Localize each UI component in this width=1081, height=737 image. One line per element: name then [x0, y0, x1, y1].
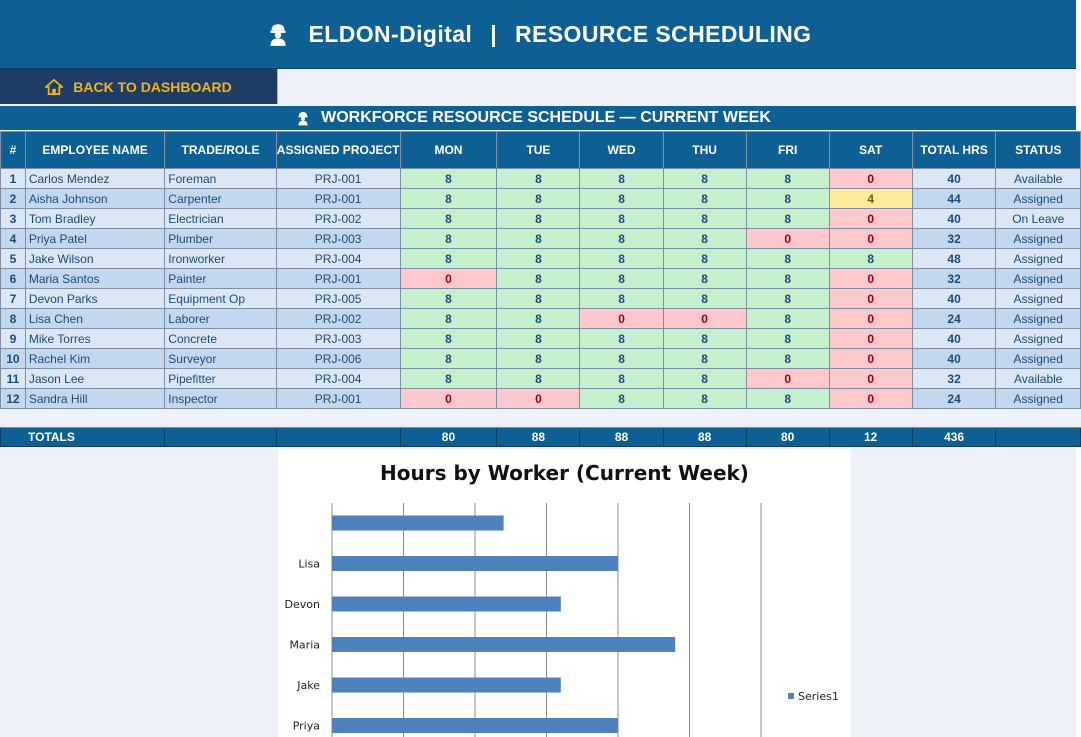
chart-bar — [332, 637, 675, 652]
trade-role[interactable]: Inspector — [165, 389, 277, 409]
day-hours[interactable]: 8 — [746, 169, 829, 189]
table-cell[interactable] — [996, 428, 1081, 447]
day-hours[interactable]: 8 — [497, 169, 580, 189]
chart-bar — [332, 718, 618, 733]
day-hours[interactable]: 8 — [663, 289, 746, 309]
total-hours[interactable]: 32 — [912, 229, 996, 249]
column-header[interactable]: ASSIGNED PROJECT — [276, 132, 400, 169]
day-hours[interactable]: 8 — [746, 309, 829, 329]
employee-name[interactable]: Aisha Johnson — [25, 189, 164, 209]
day-hours[interactable]: 8 — [400, 309, 497, 329]
employee-name[interactable]: Maria Santos — [25, 269, 164, 289]
day-hours[interactable]: 8 — [746, 209, 829, 229]
day-hours[interactable]: 8 — [663, 189, 746, 209]
blank-cell[interactable] — [1, 409, 1081, 428]
employee-name[interactable]: Devon Parks — [25, 289, 164, 309]
day-hours[interactable]: 8 — [497, 349, 580, 369]
column-header[interactable]: SAT — [829, 132, 912, 169]
column-header[interactable]: TOTAL HRS — [912, 132, 996, 169]
day-hours[interactable]: 8 — [580, 249, 663, 269]
legend-label: Series1 — [798, 690, 839, 703]
trade-role[interactable]: Concrete — [165, 329, 277, 349]
row-number[interactable]: 12 — [1, 389, 26, 409]
column-header[interactable]: MON — [400, 132, 497, 169]
assigned-project[interactable]: PRJ-002 — [276, 309, 400, 329]
column-header[interactable]: THU — [663, 132, 746, 169]
day-hours[interactable]: 8 — [497, 209, 580, 229]
trade-role[interactable]: Ironworker — [165, 249, 277, 269]
row-number[interactable]: 9 — [1, 329, 26, 349]
day-hours[interactable]: 8 — [580, 389, 663, 409]
category-label: Priya — [292, 719, 320, 733]
day-hours[interactable]: 0 — [829, 269, 912, 289]
trade-role[interactable]: Electrician — [165, 209, 277, 229]
trade-role[interactable]: Pipefitter — [165, 369, 277, 389]
category-label: Lisa — [298, 557, 320, 571]
trade-role[interactable]: Foreman — [165, 169, 277, 189]
status-cell[interactable]: Assigned — [996, 269, 1081, 289]
day-hours[interactable]: 0 — [829, 169, 912, 189]
day-hours[interactable]: 0 — [663, 309, 746, 329]
chart-bar — [332, 556, 618, 571]
row-number[interactable]: 10 — [1, 349, 26, 369]
table-row — [1, 349, 1081, 369]
day-hours[interactable]: 8 — [580, 189, 663, 209]
row-number[interactable]: 5 — [1, 249, 26, 269]
day-hours[interactable]: 8 — [663, 369, 746, 389]
day-hours[interactable]: 8 — [400, 289, 497, 309]
totals-tue[interactable]: 88 — [497, 428, 580, 447]
table-row — [1, 249, 1081, 269]
column-header[interactable]: EMPLOYEE NAME — [25, 132, 164, 169]
day-hours[interactable]: 8 — [400, 169, 497, 189]
day-hours[interactable]: 0 — [400, 269, 497, 289]
day-hours[interactable]: 0 — [829, 209, 912, 229]
assigned-project[interactable]: PRJ-002 — [276, 209, 400, 229]
assigned-project[interactable]: PRJ-003 — [276, 229, 400, 249]
totals-hours[interactable]: 436 — [912, 428, 996, 447]
row-number[interactable]: 8 — [1, 309, 26, 329]
day-hours[interactable]: 8 — [497, 289, 580, 309]
status-cell[interactable]: Assigned — [996, 289, 1081, 309]
section-title: WORKFORCE RESOURCE SCHEDULE — CURRENT WEEK — [321, 109, 771, 126]
day-hours[interactable]: 8 — [400, 189, 497, 209]
day-hours[interactable]: 8 — [580, 289, 663, 309]
home-icon — [45, 79, 63, 95]
day-hours[interactable]: 8 — [746, 329, 829, 349]
day-hours[interactable]: 0 — [746, 229, 829, 249]
day-hours[interactable]: 8 — [497, 369, 580, 389]
day-hours[interactable]: 8 — [746, 249, 829, 269]
total-hours[interactable]: 24 — [912, 309, 996, 329]
employee-name[interactable]: Rachel Kim — [25, 349, 164, 369]
employee-name[interactable]: Tom Bradley — [25, 209, 164, 229]
table-row — [1, 169, 1081, 189]
status-cell[interactable]: Assigned — [996, 389, 1081, 409]
assigned-project[interactable]: PRJ-001 — [276, 169, 400, 189]
chart-plot — [278, 449, 851, 737]
employee-name[interactable]: Lisa Chen — [25, 309, 164, 329]
back-button-label: BACK TO DASHBOARD — [73, 78, 232, 95]
assigned-project[interactable]: PRJ-003 — [276, 329, 400, 349]
trade-role[interactable]: Painter — [165, 269, 277, 289]
day-hours[interactable]: 0 — [829, 289, 912, 309]
totals-wed[interactable]: 88 — [580, 428, 663, 447]
day-hours[interactable]: 4 — [829, 189, 912, 209]
assigned-project[interactable]: PRJ-005 — [276, 289, 400, 309]
table-row — [1, 229, 1081, 249]
title-separator: | — [490, 20, 498, 47]
assigned-project[interactable]: PRJ-004 — [276, 249, 400, 269]
day-hours[interactable]: 8 — [580, 229, 663, 249]
trade-role[interactable]: Carpenter — [165, 189, 277, 209]
total-hours[interactable]: 40 — [912, 209, 996, 229]
table-header-row — [1, 132, 1081, 169]
day-hours[interactable]: 8 — [580, 269, 663, 289]
day-hours[interactable]: 8 — [663, 229, 746, 249]
day-hours[interactable]: 0 — [497, 389, 580, 409]
totals-mon[interactable]: 80 — [400, 428, 497, 447]
day-hours[interactable]: 8 — [497, 329, 580, 349]
day-hours[interactable]: 0 — [829, 389, 912, 409]
table-cell[interactable] — [276, 428, 400, 447]
trade-role[interactable]: Plumber — [165, 229, 277, 249]
day-hours[interactable]: 8 — [400, 349, 497, 369]
employee-name[interactable]: Jake Wilson — [25, 249, 164, 269]
table-row — [1, 209, 1081, 229]
total-hours[interactable]: 32 — [912, 269, 996, 289]
status-cell[interactable]: Available — [996, 369, 1081, 389]
day-hours[interactable]: 0 — [746, 369, 829, 389]
status-cell[interactable]: Assigned — [996, 309, 1081, 329]
column-header[interactable]: WED — [580, 132, 663, 169]
day-hours[interactable]: 8 — [497, 269, 580, 289]
section-header — [0, 106, 1076, 130]
row-number[interactable]: 2 — [1, 189, 26, 209]
row-number[interactable]: 11 — [1, 369, 26, 389]
status-cell[interactable]: Assigned — [996, 329, 1081, 349]
chart-title: Hours by Worker (Current Week) — [380, 461, 749, 485]
total-hours[interactable]: 24 — [912, 389, 996, 409]
employee-name[interactable]: Mike Torres — [25, 329, 164, 349]
table-row — [1, 189, 1081, 209]
table-row — [1, 289, 1081, 309]
totals-sat[interactable]: 12 — [829, 428, 912, 447]
blank-row — [1, 409, 1081, 428]
category-label: Devon — [284, 598, 320, 611]
day-hours[interactable]: 8 — [746, 269, 829, 289]
schedule-table — [0, 131, 1081, 447]
totals-thu[interactable]: 88 — [663, 428, 746, 447]
total-hours[interactable]: 40 — [912, 349, 996, 369]
day-hours[interactable]: 0 — [829, 229, 912, 249]
column-header[interactable]: TRADE/ROLE — [165, 132, 277, 169]
table-row — [1, 369, 1081, 389]
day-hours[interactable]: 8 — [400, 229, 497, 249]
day-hours[interactable]: 0 — [829, 309, 912, 329]
day-hours[interactable]: 8 — [580, 329, 663, 349]
day-hours[interactable]: 8 — [497, 309, 580, 329]
table-row — [1, 329, 1081, 349]
day-hours[interactable]: 8 — [580, 169, 663, 189]
day-hours[interactable]: 8 — [663, 389, 746, 409]
chart-bar — [332, 516, 504, 531]
row-number[interactable]: 3 — [1, 209, 26, 229]
category-label: Jake — [297, 679, 320, 692]
back-to-dashboard-button[interactable] — [0, 69, 278, 104]
assigned-project[interactable]: PRJ-001 — [276, 389, 400, 409]
column-header[interactable]: TUE — [497, 132, 580, 169]
assigned-project[interactable]: PRJ-004 — [276, 369, 400, 389]
day-hours[interactable]: 8 — [829, 249, 912, 269]
status-cell[interactable]: Assigned — [996, 229, 1081, 249]
day-hours[interactable]: 8 — [746, 289, 829, 309]
trade-role[interactable]: Laborer — [165, 309, 277, 329]
table-row — [1, 269, 1081, 289]
total-hours[interactable]: 32 — [912, 369, 996, 389]
assigned-project[interactable]: PRJ-001 — [276, 269, 400, 289]
total-hours[interactable]: 44 — [912, 189, 996, 209]
row-number[interactable]: 1 — [1, 169, 26, 189]
worker-icon — [295, 110, 311, 126]
employee-name[interactable]: Sandra Hill — [25, 389, 164, 409]
total-hours[interactable]: 40 — [912, 169, 996, 189]
day-hours[interactable]: 0 — [829, 369, 912, 389]
total-hours[interactable]: 40 — [912, 289, 996, 309]
assigned-project[interactable]: PRJ-006 — [276, 349, 400, 369]
status-cell[interactable]: Assigned — [996, 249, 1081, 269]
chart-bar — [332, 597, 561, 612]
column-header[interactable]: # — [1, 132, 26, 169]
day-hours[interactable]: 8 — [663, 169, 746, 189]
day-hours[interactable]: 0 — [400, 389, 497, 409]
day-hours[interactable]: 0 — [580, 309, 663, 329]
day-hours[interactable]: 8 — [746, 349, 829, 369]
day-hours[interactable]: 8 — [663, 209, 746, 229]
day-hours[interactable]: 8 — [663, 329, 746, 349]
column-header[interactable]: STATUS — [996, 132, 1081, 169]
employee-name[interactable]: Priya Patel — [25, 229, 164, 249]
day-hours[interactable]: 0 — [829, 349, 912, 369]
employee-name[interactable]: Jason Lee — [25, 369, 164, 389]
trade-role[interactable]: Surveyor — [165, 349, 277, 369]
day-hours[interactable]: 8 — [746, 389, 829, 409]
day-hours[interactable]: 8 — [497, 249, 580, 269]
day-hours[interactable]: 8 — [746, 189, 829, 209]
row-number[interactable]: 4 — [1, 229, 26, 249]
category-label: Maria — [289, 638, 320, 652]
totals-row — [1, 428, 1081, 447]
page-title: RESOURCE SCHEDULING — [515, 20, 812, 47]
table-cell[interactable] — [165, 428, 277, 447]
day-hours[interactable]: 8 — [400, 369, 497, 389]
table-row — [1, 309, 1081, 329]
employee-name[interactable]: Carlos Mendez — [25, 169, 164, 189]
row-number[interactable]: 6 — [1, 269, 26, 289]
worker-icon — [265, 21, 291, 47]
trade-role[interactable]: Equipment Op — [165, 289, 277, 309]
app-title-bar — [0, 0, 1076, 69]
day-hours[interactable]: 8 — [400, 209, 497, 229]
day-hours[interactable]: 8 — [663, 249, 746, 269]
day-hours[interactable]: 0 — [829, 329, 912, 349]
totals-label[interactable]: TOTALS — [1, 428, 165, 447]
status-cell[interactable]: Assigned — [996, 189, 1081, 209]
table-row — [1, 389, 1081, 409]
header-spacer — [278, 69, 1076, 104]
status-cell[interactable]: Available — [996, 169, 1081, 189]
day-hours[interactable]: 8 — [663, 269, 746, 289]
total-hours[interactable]: 40 — [912, 329, 996, 349]
status-cell[interactable]: Assigned — [996, 349, 1081, 369]
day-hours[interactable]: 8 — [497, 229, 580, 249]
legend-swatch — [788, 693, 794, 699]
day-hours[interactable]: 8 — [580, 209, 663, 229]
brand-name: ELDON-Digital — [308, 20, 473, 47]
day-hours[interactable]: 8 — [580, 369, 663, 389]
totals-fri[interactable]: 80 — [746, 428, 829, 447]
hours-chart[interactable] — [278, 449, 851, 737]
day-hours[interactable]: 8 — [663, 349, 746, 369]
day-hours[interactable]: 8 — [400, 329, 497, 349]
status-cell[interactable]: On Leave — [996, 209, 1081, 229]
day-hours[interactable]: 8 — [580, 349, 663, 369]
total-hours[interactable]: 48 — [912, 249, 996, 269]
column-header[interactable]: FRI — [746, 132, 829, 169]
chart-bar — [332, 678, 561, 693]
row-number[interactable]: 7 — [1, 289, 26, 309]
day-hours[interactable]: 8 — [400, 249, 497, 269]
assigned-project[interactable]: PRJ-001 — [276, 189, 400, 209]
day-hours[interactable]: 8 — [497, 189, 580, 209]
